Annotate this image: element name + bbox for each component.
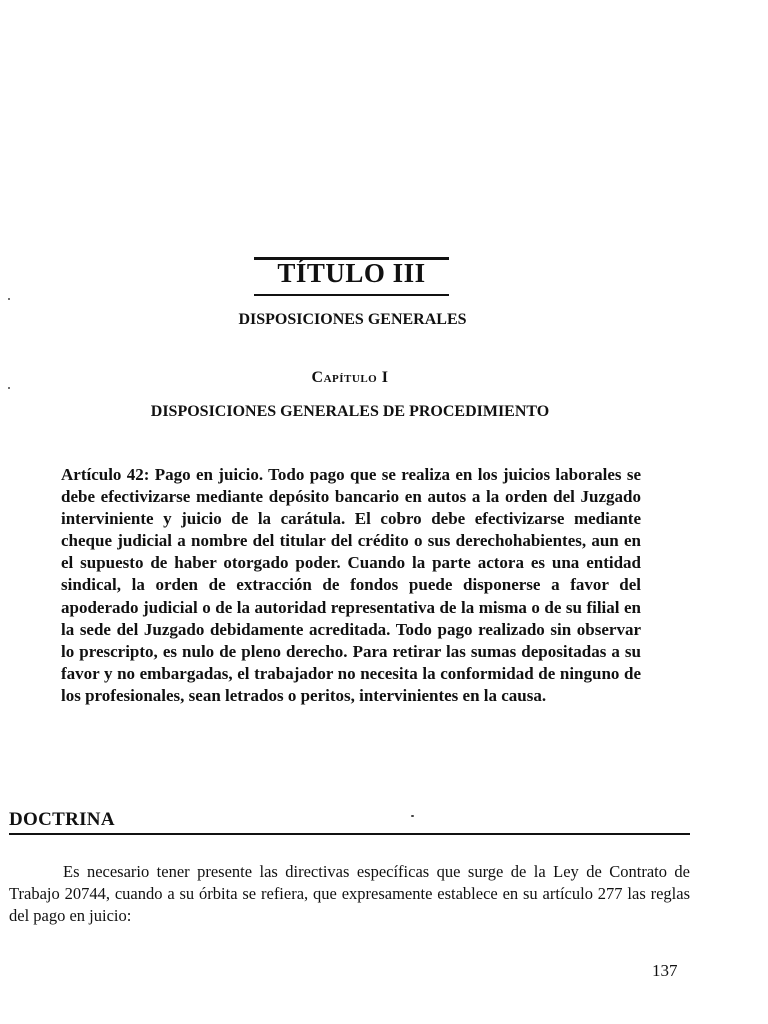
section-heading-rule [9, 833, 690, 835]
section-heading: DOCTRINA [9, 809, 115, 830]
page-number: 137 [652, 961, 678, 980]
title: TÍTULO III [277, 258, 426, 288]
title-rule-bottom [254, 294, 449, 296]
subtitle: DISPOSICIONES GENERALES [238, 311, 467, 328]
chapter-label: Capítulo I [311, 369, 389, 386]
article-42-text: Artículo 42: Pago en juicio. Todo pago que se realiza en los juicios laborales se debe efectivizarse mediante depósito bancario en autos a la orden del Juzgado interviniente y juicio de la carátula. El cobro debe efectivizarse mediante cheque judicial a nombre del titular del crédito o sus derechohabientes, aun en el supuesto de haber otorgado poder. Cuando la parte actora es una entidad sindical, la orden de extracción de fondos puede disponerse a favor del apoderado judicial o de la autoridad representativa de la misma o de su filial en la sede del Juzgado debidamente acreditada. Todo pago realizado sin observar lo prescripto, es nulo de pleno derecho. Para retirar las sumas depositadas a su favor y no embargadas, el trabajador no necesita la conformidad de ninguno de los profesionales, sean letrados o peritos, intervinientes en la causa. [61, 465, 641, 705]
scan-speck [8, 387, 10, 389]
scan-speck [411, 815, 414, 817]
doctrina-paragraph: Es necesario tener presente las directivas específicas que surge de la Ley de Contrato de Trabajo 20744, cuando a su órbita se refiera, que expresamente establece en su artículo 277 las reglas del pago en juicio: [9, 862, 690, 925]
scan-speck [8, 298, 10, 300]
chapter-heading: DISPOSICIONES GENERALES DE PROCEDIMIENTO [150, 403, 550, 420]
